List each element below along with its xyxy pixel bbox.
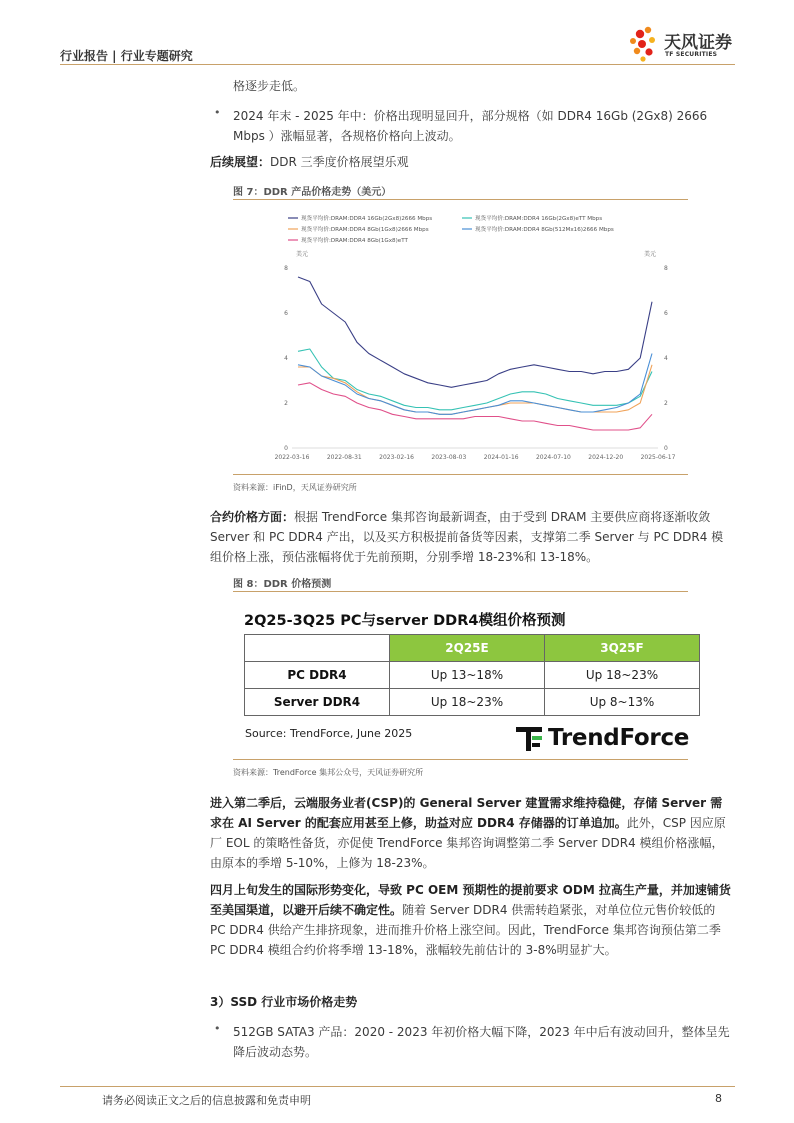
page-number: 8: [715, 1092, 722, 1105]
section-3-heading: 3）SSD 行业市场价格走势: [210, 995, 358, 1009]
table-row: [245, 689, 700, 716]
trendforce-table-title: 2Q25-3Q25 PC与server DDR4模组价格预测: [244, 613, 566, 629]
contract-price-paragraph: [210, 507, 732, 567]
logo-mark-icon: [630, 27, 655, 62]
outlook-label: 后续展望：: [210, 155, 271, 169]
trendforce-logo-text: TrendForce: [548, 725, 690, 751]
outlook-line: [210, 152, 730, 172]
y-tick-label-left: 2: [284, 400, 288, 407]
x-tick-label: 2022-03-16: [274, 454, 310, 461]
table-header-2q25e: 2Q25E: [390, 635, 545, 662]
logo-company-name: 天风证券: [664, 33, 732, 53]
y-tick-label-right: 4: [664, 355, 668, 362]
bullet-dot: •: [214, 106, 221, 119]
report-header-title: 行业报告 | 行业专题研究: [60, 49, 193, 63]
x-tick-label: 2024-12-20: [588, 454, 624, 461]
y-tick-label-right: 0: [664, 445, 668, 452]
server-demand-bold: 进入第二季后，云端服务业者(CSP)的 General Server 建置需求维持稳健，存储 Server 需求在 AI Server 的配套应用甚至上修，助益对应 DDR4 存储器的订单追加。: [210, 796, 723, 830]
y-tick-label-right: 8: [664, 265, 668, 272]
bullet-dot: •: [214, 1022, 221, 1035]
x-tick-label: 2024-07-10: [535, 454, 571, 461]
outlook-text: DDR 三季度价格展望乐观: [270, 155, 409, 169]
trendforce-logo-icon: [516, 727, 544, 751]
table-row: [245, 662, 700, 689]
table-row-label: Server DDR4: [245, 689, 390, 716]
legend-label: 现货平均价:DRAM:DDR4 16Gb(2Gx8)eTT Mbps: [475, 216, 603, 222]
table-cell: Up 18~23%: [545, 662, 700, 689]
contract-text: 根据 TrendForce 集邦咨询最新调查，由于受到 DRAM 主要供应商将逐渐收敛 Server 和 PC DDR4 产出，以及买方积极提前备货等因素，支撑第二季 Server 与 PC DDR4 模组价格上涨，预估涨幅将优于先前预期，分别季增 18-23%和 13-18%。: [210, 510, 724, 564]
chart-axes: [275, 265, 676, 461]
bullet-price-rebound: 2024 年末 - 2025 年中：价格出现明显回升，部分规格（如 DDR4 16Gb (2Gx8) 2666 Mbps ）涨幅显著，各规格价格向上波动。: [233, 109, 708, 143]
ddr4-forecast-table: [244, 634, 700, 716]
x-tick-label: 2023-02-16: [379, 454, 415, 461]
x-tick-label: 2022-08-31: [326, 454, 362, 461]
legend-label: 现货平均价:DRAM:DDR4 16Gb(2Gx8)2666 Mbps: [301, 216, 433, 222]
legend-label: 现货平均价:DRAM:DDR4 8Gb(512Mx16)2666 Mbps: [475, 227, 614, 233]
pc-demand-rest: 随着 Server DDR4 供需转趋紧张，对单位位元售价较低的 PC DDR4 供给产生排挤现象，进而推升价格上涨空间。因此，TrendForce 集邦咨询预估第二季 PC DDR4 模组合约价将季增 13-18%，涨幅较先前估计的 3-8%明显扩大。: [210, 903, 721, 957]
y-tick-label-right: 6: [664, 310, 668, 317]
ddr-price-line-chart: [270, 208, 685, 468]
x-tick-label: 2023-08-03: [431, 454, 467, 461]
legend-label: 现货平均价:DRAM:DDR4 8Gb(1Gx8)2666 Mbps: [301, 227, 429, 233]
table-row-label: PC DDR4: [245, 662, 390, 689]
server-demand-rest: 此外，CSP 因应原厂 EOL 的策略性备货，亦促使 TrendForce 集邦咨询调整第二季 Server DDR4 模组价格涨幅，由原本的季增 5-10%，上修为 18-23%。: [210, 816, 726, 870]
table-cell: Up 13~18%: [390, 662, 545, 689]
table-cell: Up 8~13%: [545, 689, 700, 716]
table-header-row: [245, 635, 700, 662]
footer-divider: [60, 1086, 735, 1087]
legend-label: 现货平均价:DRAM:DDR4 8Gb(1Gx8)eTT: [301, 238, 408, 244]
y-tick-label-left: 8: [284, 265, 288, 272]
pc-demand-bold: 四月上旬发生的国际形势变化，导致 PC OEM 预期性的提前要求 ODM 拉高生产量，并加速铺货至美国渠道，以避开后续不确定性。: [210, 883, 731, 917]
y-unit-left: 美元: [296, 251, 309, 258]
x-tick-label: 2025-06-17: [640, 454, 676, 461]
table-corner-cell: [245, 635, 390, 662]
figure-8-bottom-rule: [233, 759, 688, 760]
figure-8-source: 资料来源：TrendForce 集邦公众号，天风证券研究所: [233, 768, 424, 777]
bullet-ssd-price: 512GB SATA3 产品：2020 - 2023 年初价格大幅下降，2023 年中后有波动回升，整体呈先降后波动态势。: [233, 1025, 730, 1059]
server-demand-paragraph: [210, 793, 732, 873]
logo-company-english: TF SECURITIES: [665, 51, 718, 58]
chart-legend: [288, 214, 614, 244]
y-tick-label-left: 6: [284, 310, 288, 317]
figure-8-top-rule: [233, 591, 688, 592]
figure-7-bottom-rule: [233, 474, 688, 475]
series-line: [298, 277, 652, 387]
y-unit-right: 美元: [644, 251, 657, 258]
table-cell: Up 18~23%: [390, 689, 545, 716]
contract-label: 合约价格方面：: [210, 510, 295, 524]
pc-demand-paragraph: [210, 880, 732, 960]
x-tick-label: 2024-01-16: [483, 454, 519, 461]
y-tick-label-left: 4: [284, 355, 288, 362]
chart-series-lines: [298, 277, 652, 430]
paragraph-continuation: 格逐步走低。: [233, 79, 306, 93]
figure-7-source: 资料来源：iFinD，天风证券研究所: [233, 483, 357, 492]
table-header-3q25f: 3Q25F: [545, 635, 700, 662]
footer-disclaimer: 请务必阅读正文之后的信息披露和免责申明: [102, 1094, 311, 1107]
series-line: [298, 349, 652, 410]
trendforce-source-note: Source: TrendForce, June 2025: [245, 727, 413, 740]
figure-8-title: 图 8：DDR 价格预测: [233, 579, 332, 590]
figure-7-top-rule: [233, 199, 688, 200]
y-tick-label-left: 0: [284, 445, 288, 452]
header-divider: [60, 64, 735, 65]
y-tick-label-right: 2: [664, 400, 668, 407]
figure-7-title: 图 7：DDR 产品价格走势（美元）: [233, 187, 392, 198]
